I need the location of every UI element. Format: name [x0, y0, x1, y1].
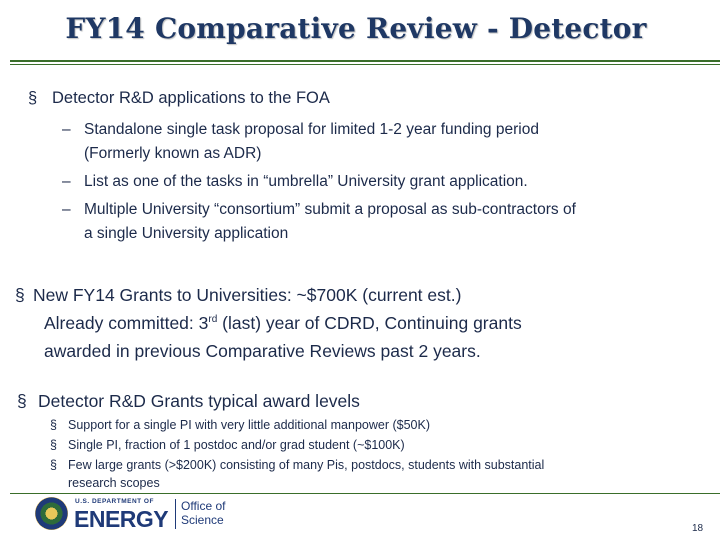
section3-item2: Single PI, fraction of 1 postdoc and/or grad student (~$100K) [68, 438, 405, 452]
ordinal-suffix: rd [208, 314, 218, 326]
office-of-science-label [181, 499, 225, 527]
dash-icon: – [62, 121, 71, 138]
logo-divider [175, 499, 176, 529]
section1-item2-line1: List as one of the tasks in “umbrella” University grant application. [84, 173, 528, 190]
section3-item3-line1: Few large grants (>$200K) consisting of many Pis, postdocs, students with substantial [68, 458, 545, 472]
bullet-icon: § [15, 285, 25, 305]
section3-item3-line2: research scopes [68, 476, 160, 490]
section1-heading: Detector R&D applications to the FOA [52, 89, 330, 107]
page-title: FY14 Comparative Review - Detector [65, 12, 647, 45]
section1-item1-line2: (Formerly known as ADR) [84, 145, 262, 162]
doe-seal-icon [35, 497, 68, 530]
section1-item3-line1: Multiple University “consortium” submit a proposal as sub-contractors of [84, 201, 576, 218]
section2-line3: awarded in previous Comparative Reviews past 2 years. [44, 341, 481, 361]
section1-item1-line1: Standalone single task proposal for limited 1-2 year funding period [84, 121, 539, 138]
dash-icon: – [62, 201, 71, 218]
section2-line2-pre: Already committed: 3 [44, 313, 209, 333]
office-line1: Office of [181, 499, 226, 513]
title-divider [10, 60, 720, 62]
dash-icon: – [62, 173, 71, 190]
section3-heading: Detector R&D Grants typical award levels [38, 391, 360, 411]
section2-line2-post: (last) year of CDRD, Continuing grants [217, 313, 522, 333]
bullet-icon: § [28, 89, 38, 107]
office-line2: Science [181, 513, 224, 527]
bullet-icon: § [50, 438, 57, 452]
section2-line2 [44, 313, 522, 334]
footer-divider [10, 493, 720, 494]
doe-logo [35, 497, 235, 533]
bullet-icon: § [17, 391, 27, 411]
section3-item1: Support for a single PI with very little additional manpower ($50K) [68, 418, 430, 432]
section2-line1: New FY14 Grants to Universities: ~$700K (current est.) [33, 285, 462, 305]
title-divider-thin [10, 64, 720, 65]
bullet-icon: § [50, 418, 57, 432]
page-number: 18 [692, 523, 704, 534]
doe-department-label: U.S. DEPARTMENT OF [75, 498, 154, 505]
section1-item3-line2: a single University application [84, 225, 289, 242]
doe-energy-wordmark: ENERGY [74, 506, 169, 532]
bullet-icon: § [50, 458, 57, 472]
